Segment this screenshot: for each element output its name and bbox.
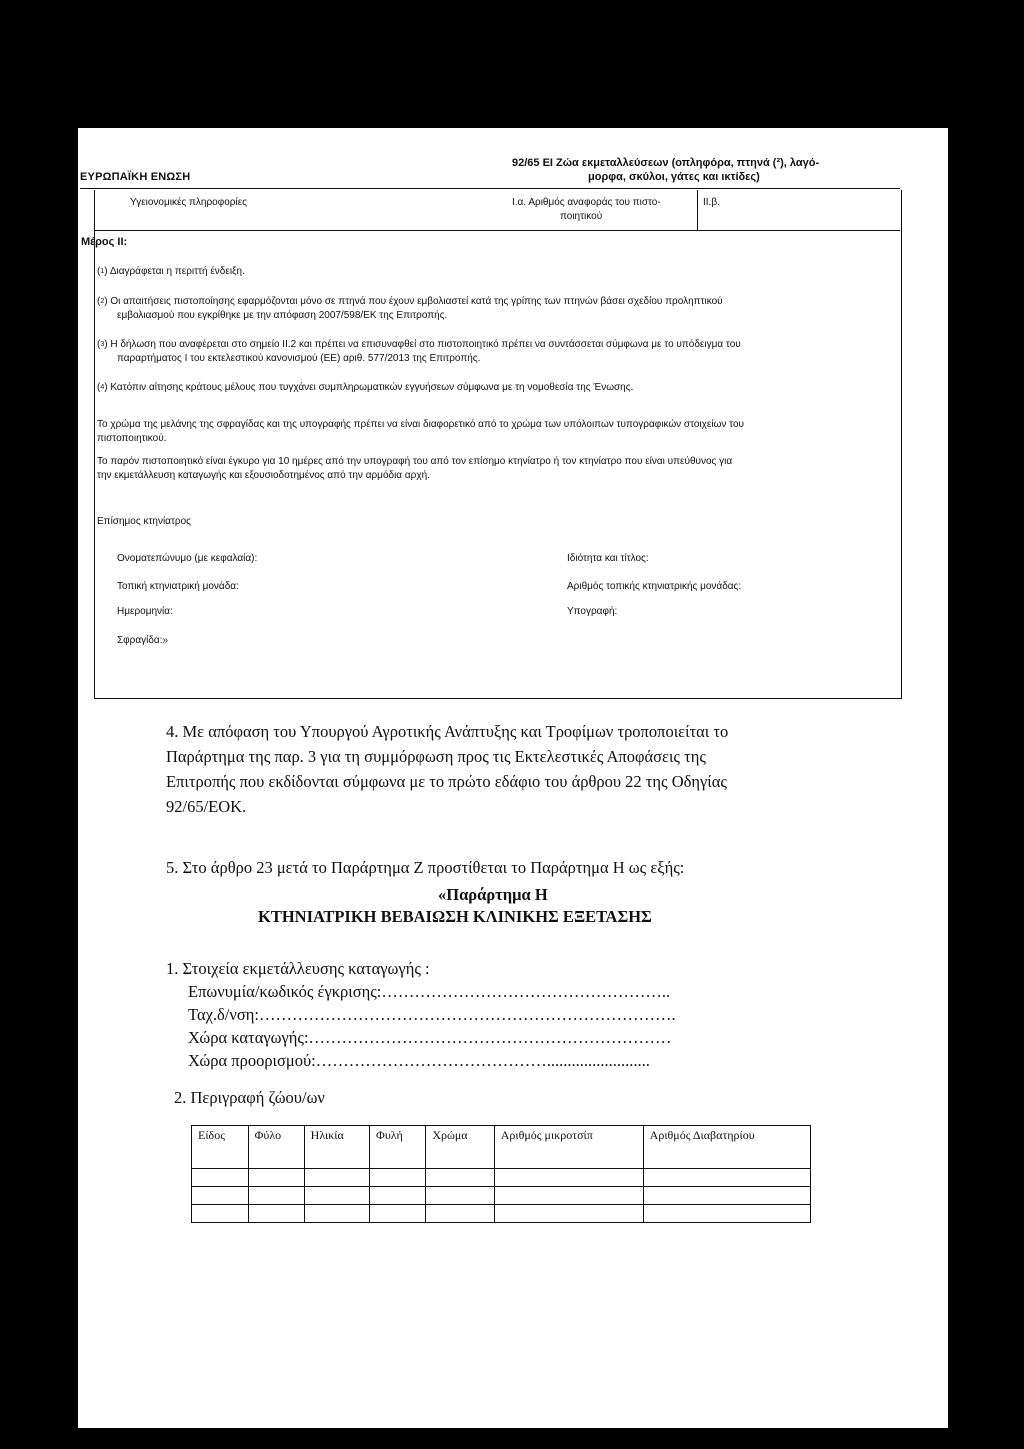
table-cell	[304, 1169, 369, 1187]
table-cell	[370, 1187, 426, 1205]
ref-number-line1: I.α. Αριθμός αναφοράς του πιστο-	[512, 197, 661, 208]
ref-number-line2: ποιητικού	[560, 211, 603, 222]
header-directive	[512, 156, 902, 184]
ink-color-line1: Το χρώμα της μελάνης της σφραγίδας και της υπογραφής πρέπει να είναι διαφορετικό από το χρώμα των υπόλοιπων τυπογραφικών στοιχείων του	[97, 419, 745, 430]
table-cell	[370, 1169, 426, 1187]
column-header: Φύλο	[248, 1126, 304, 1169]
column-header: Είδος	[192, 1126, 249, 1169]
table-cell	[248, 1205, 304, 1223]
vet-name-field: Ονοματεπώνυμο (με κεφαλαία):	[117, 553, 258, 564]
vet-title: Επίσημος κτηνίατρος	[97, 516, 191, 527]
table-cell	[192, 1169, 249, 1187]
validity-note	[97, 455, 887, 483]
table-cell	[192, 1205, 249, 1223]
column-header: Ηλικία	[304, 1126, 369, 1169]
paragraph-4-line4: 92/65/ΕΟΚ.	[166, 797, 247, 816]
footnote-1: ($^1$) Διαγράφεται η περιττή ένδειξη.	[97, 266, 245, 277]
table-header-row	[192, 1126, 811, 1169]
column-header: Αριθμός Διαβατηρίου	[643, 1126, 810, 1169]
table-row	[192, 1187, 811, 1205]
section-1-destination: Χώρα προορισμού:…………………………………….........................	[188, 1051, 650, 1070]
table-cell	[304, 1187, 369, 1205]
vet-local-unit-number-field: Αριθμός τοπικής κτηνιατρικής μονάδας:	[567, 581, 742, 592]
table-cell	[304, 1205, 369, 1223]
section-1-address: Ταχ.δ/νση:………………………………………………………………….	[188, 1005, 676, 1024]
annex-subtitle: ΚΤΗΝΙΑΤΡΙΚΗ ΒΕΒΑΙΩΣΗ ΚΛΙΝΙΚΗΣ ΕΞΕΤΑΣΗΣ	[258, 907, 652, 926]
table-cell	[426, 1169, 494, 1187]
paragraph-5: 5. Στο άρθρο 23 μετά το Παράρτημα Ζ προστίθεται το Παράρτημα Η ως εξής:	[166, 858, 685, 877]
header-rule	[80, 188, 900, 189]
vet-stamp-field: Σφραγίδα:»	[117, 635, 169, 646]
footnote-2-line2: εμβολιασμού που εγκρίθηκε με την απόφαση 2007/598/ΕΚ της Επιτροπής.	[117, 310, 448, 321]
footnote-3-line1: Η δήλωση που αναφέρεται στο σημείο II.2 και πρέπει να επισυναφθεί στο πιστοποιητικό πρέπει να συντάσσεται σύμφωνα με το υπόδειγμα του	[110, 339, 741, 350]
section-2-heading: 2. Περιγραφή ζώου/ων	[174, 1088, 325, 1107]
column-header: Χρώμα	[426, 1126, 494, 1169]
header-union: ΕΥΡΩΠΑΪΚΗ ΕΝΩΣΗ	[80, 171, 191, 183]
table-cell	[248, 1187, 304, 1205]
validity-line2: την εκμετάλλευση καταγωγής και εξουσιοδοτημένος από την αρμόδια αρχή.	[97, 470, 430, 481]
header-directive-line1: 92/65 ΕΙ Ζώα εκμεταλλεύσεων (οπληφόρα, πτηνά (²), λαγό-	[512, 157, 820, 169]
footnote-3-line2: παραρτήματος I του εκτελεστικού κανονισμού (ΕΕ) αριθ. 577/2013 της Επιτροπής.	[117, 353, 481, 364]
footnote-4: ($^4$) Κατόπιν αίτησης κράτους μέλους που τυγχάνει συμπληρωματικών εγγυήσεων σύμφωνα με τη νομοθεσία της Ένωσης.	[97, 382, 634, 393]
footnote-2-line1: Οι απαιτήσεις πιστοποίησης εφαρμόζονται μόνο σε πτηνά που έχουν εμβολιαστεί κατά της γρίπης των πτηνών βάσει σχεδίου προληπτικού	[110, 296, 723, 307]
animal-description-table	[191, 1125, 811, 1223]
column-header: Αριθμός μικροτσίπ	[494, 1126, 643, 1169]
section-1-heading: 1. Στοιχεία εκμετάλλευσης καταγωγής :	[166, 959, 430, 978]
footnote-3: ($^3$) Η δήλωση που αναφέρεται στο σημείο II.2 και πρέπει να επισυναφθεί στο πιστοποιητικό πρέπει να συντάσσεται σύμφωνα με το υπόδειγμα του παραρτήματος I του εκτελεστικού κανονισμού (ΕΕ) αριθ. 577/2013 της Επιτροπής.	[97, 338, 887, 366]
table-cell	[248, 1169, 304, 1187]
vet-capacity-field: Ιδιότητα και τίτλος:	[567, 553, 649, 564]
column-header: Φυλή	[370, 1126, 426, 1169]
table-cell	[370, 1205, 426, 1223]
part-label: Μέρος II:	[81, 236, 128, 248]
table-cell	[643, 1169, 810, 1187]
vet-local-unit-field: Τοπική κτηνιατρική μονάδα:	[117, 581, 239, 592]
footnote-1-mark: 1	[100, 268, 105, 275]
table-cell	[494, 1205, 643, 1223]
table-cell	[643, 1205, 810, 1223]
annex-title: «Παράρτημα Η	[438, 885, 548, 904]
paragraph-4-line1: 4. Με απόφαση του Υπουργού Αγροτικής Ανάπτυξης και Τροφίμων τροποποιείται το	[166, 722, 729, 741]
table-cell	[192, 1187, 249, 1205]
paragraph-4	[166, 719, 846, 819]
footnote-4-text: Κατόπιν αίτησης κράτους μέλους που τυγχάνει συμπληρωματικών εγγυήσεων σύμφωνα με τη νομοθεσία της Ένωσης.	[110, 382, 634, 393]
ink-color-line2: πιστοποιητικού.	[97, 433, 167, 444]
table-row	[192, 1169, 811, 1187]
paragraph-4-line3: Επιτροπής που εκδίδονται σύμφωνα με το πρώτο εδάφιο του άρθρου 22 της Οδηγίας	[166, 772, 727, 791]
cell-divider	[697, 190, 698, 230]
health-info-label: Υγειονομικές πληροφορίες	[130, 197, 247, 208]
paragraph-4-line2: Παράρτημα της παρ. 3 για τη συμμόρφωση προς τις Εκτελεστικές Αποφάσεις της	[166, 747, 706, 766]
footnote-1-text: Διαγράφεται η περιττή ένδειξη.	[109, 266, 245, 277]
ref-number-value: II.β.	[703, 197, 720, 208]
vet-date-field: Ημερομηνία:	[117, 606, 173, 617]
vet-signature-field: Υπογραφή:	[567, 606, 618, 617]
footnote-4-mark: 4	[100, 384, 105, 391]
footnote-2-mark: 2	[100, 298, 105, 305]
table-cell	[426, 1205, 494, 1223]
footnote-2: ($^2$) Οι απαιτήσεις πιστοποίησης εφαρμόζονται μόνο σε πτηνά που έχουν εμβολιαστεί κατά της γρίπης των πτηνών βάσει σχεδίου προληπτικού εμβολιασμού που εγκρίθηκε με την απόφαση 2007/598/ΕΚ της Επιτροπής.	[97, 295, 887, 323]
section-1-approval: Επωνυμία/κωδικός έγκρισης:……………………………………………..	[188, 982, 671, 1001]
table-cell	[494, 1187, 643, 1205]
section-1-origin: Χώρα καταγωγής:…………………………………………………………	[188, 1028, 672, 1047]
ink-color-note	[97, 418, 887, 446]
table-cell	[643, 1187, 810, 1205]
info-row-rule	[94, 230, 900, 231]
table-row	[192, 1205, 811, 1223]
ref-number-label	[512, 196, 661, 224]
footnote-3-mark: 3	[100, 341, 105, 348]
validity-line1: Το παρόν πιστοποιητικό είναι έγκυρο για 10 ημέρες από την υπογραφή του από τον επίσημο κτηνίατρο ή τον κτηνίατρο που είναι υπεύθυνος για	[97, 456, 733, 467]
header-directive-line2: μορφα, σκύλοι, γάτες και ικτίδες)	[588, 171, 760, 183]
table-cell	[426, 1187, 494, 1205]
table-cell	[494, 1169, 643, 1187]
